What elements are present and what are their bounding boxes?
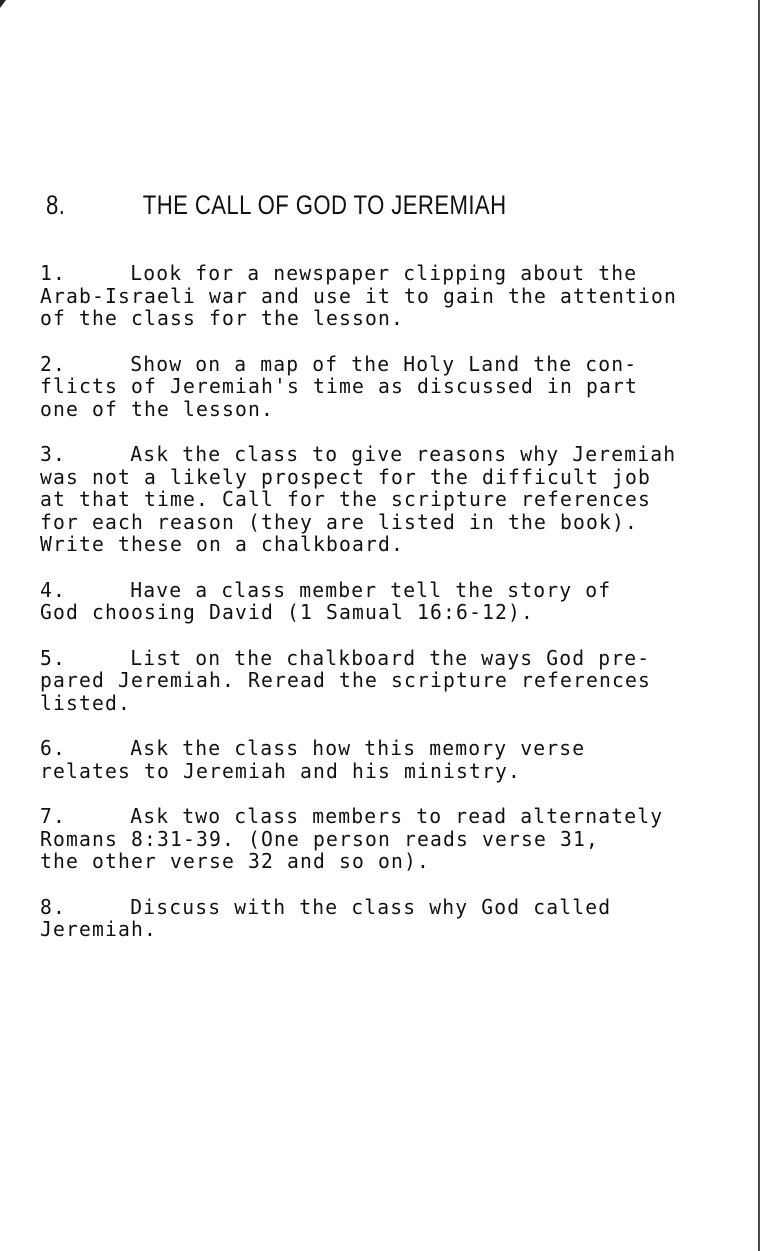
- item-text: List on the chalkboard the ways God pre- pared Jeremiah. Reread the scripture references listed.: [40, 645, 652, 715]
- page-edge-line: [758, 0, 760, 1251]
- item-text: Have a class member tell the story of God choosing David (1 Samual 16:6-12).: [40, 577, 612, 624]
- list-item: [40, 737, 702, 782]
- lesson-title: THE CALL OF GOD TO JEREMIAH: [142, 190, 507, 220]
- item-text: Look for a newspaper clipping about the Arab-Israeli war and use it to gain the attention of the class for the lesson.: [40, 261, 678, 330]
- item-text: Discuss with the class why God called Jeremiah.: [40, 894, 612, 941]
- list-item: [40, 896, 702, 941]
- item-text: Ask two class members to read alternately Romans 8:31-39. (One person reads verse 31, the other verse 32 and so on).: [40, 804, 664, 873]
- item-text: Ask the class how this memory verse relates to Jeremiah and his ministry.: [40, 736, 586, 783]
- item-number: 1.: [40, 261, 67, 285]
- list-item: [40, 805, 702, 873]
- activity-list: [40, 262, 702, 964]
- item-number: 3.: [40, 442, 67, 466]
- lesson-number: 8.: [46, 190, 66, 220]
- list-item: [40, 262, 702, 330]
- item-number: 6.: [40, 736, 67, 760]
- item-number: 2.: [40, 351, 67, 376]
- item-text: Show on a map of the Holy Land the con- flicts of Jeremiah's time as discussed in part one of the lesson.: [40, 351, 639, 421]
- list-item: [40, 647, 702, 715]
- list-item: [40, 353, 702, 421]
- lesson-heading: [46, 190, 506, 221]
- list-item: [40, 443, 702, 556]
- item-number: 7.: [40, 804, 67, 828]
- item-text: Ask the class to give reasons why Jeremiah was not a likely prospect for the difficult job at that time. Call for the scripture references for each reason (they are listed in the book). Write these on a chalkboard.: [40, 442, 677, 556]
- list-item: [40, 579, 702, 624]
- item-number: 4.: [40, 577, 67, 602]
- scan-corner-mark: [0, 0, 6, 8]
- item-number: 8.: [40, 894, 67, 919]
- item-number: 5.: [40, 645, 67, 670]
